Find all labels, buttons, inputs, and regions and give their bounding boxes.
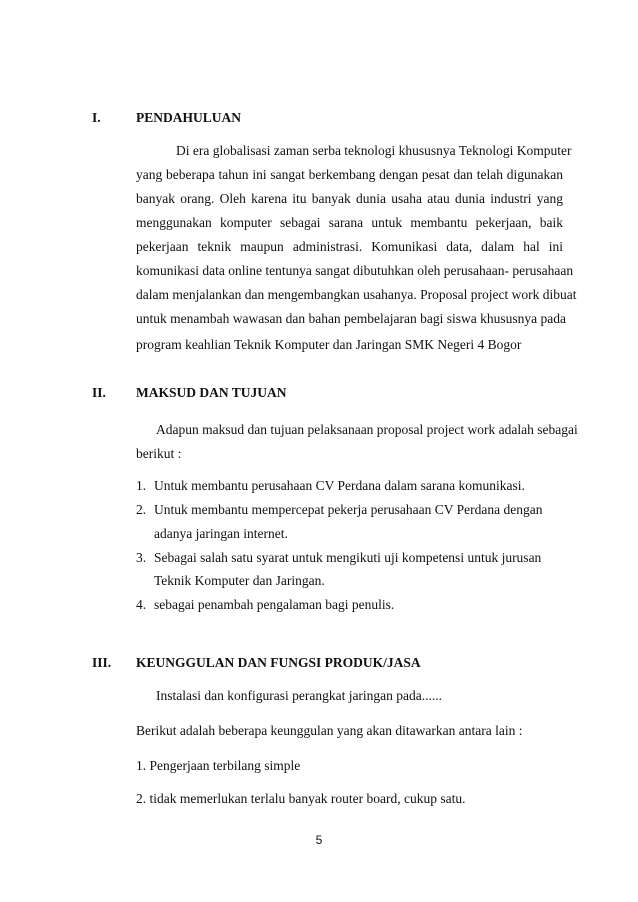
paragraph-line: Di era globalisasi zaman serba teknologi khususnya Teknologi Komputer [176,143,572,158]
list-item-text: Sebagai salah satu syarat untuk mengikuti uji kompetensi untuk jurusan [154,550,542,565]
list-item-number: 1. [136,478,147,493]
list-item-number: 3. [136,550,147,565]
list-item-number: 2. [136,502,147,517]
list-item-number: 4. [136,597,147,612]
paragraph-line: berikut : [136,446,182,461]
paragraph-line: menggunakan komputer sebagai sarana untuk membantu pekerjaan, baik [136,215,563,230]
paragraph-line: banyak orang. Oleh karena itu banyak dunia usaha atau dunia industri yang [136,191,563,206]
list-item-text: sebagai penambah pengalaman bagi penulis. [154,597,395,612]
section-number: I. [92,110,101,125]
section-title: PENDAHULUAN [136,110,242,125]
section-title: MAKSUD DAN TUJUAN [136,385,287,400]
paragraph-line: Adapun maksud dan tujuan pelaksanaan proposal project work adalah sebagai [156,422,578,437]
paragraph-line: pekerjaan teknik maupun administrasi. Komunikasi data, dalam hal ini [136,239,563,254]
paragraph-line: untuk menambah wawasan dan bahan pembelajaran bagi siswa khususnya pada [136,311,566,326]
paragraph-line: yang beberapa tahun ini sangat berkembang dengan pesat dan telah digunakan [136,167,563,182]
paragraph-line: Instalasi dan konfigurasi perangkat jaringan pada...... [156,688,443,703]
paragraph-line: Berikut adalah beberapa keunggulan yang akan ditawarkan antara lain : [136,723,523,738]
paragraph-line: komunikasi data online tentunya sangat dibutuhkan oleh perusahaan- perusahaan [136,263,574,278]
list-item-text: adanya jaringan internet. [154,526,288,541]
section-number: III. [92,655,112,670]
paragraph-line: program keahlian Teknik Komputer dan Jaringan SMK Negeri 4 Bogor [136,337,522,352]
list-item-text: Untuk membantu perusahaan CV Perdana dalam sarana komunikasi. [154,478,525,493]
paragraph-line: 1. Pengerjaan terbilang simple [136,758,301,773]
paragraph-line: dalam menjalankan dan mengembangkan usahanya. Proposal project work dibuat [136,287,577,302]
paragraph-line: 2. tidak memerlukan terlalu banyak router board, cukup satu. [136,791,466,806]
section-title: KEUNGGULAN DAN FUNGSI PRODUK/JASA [136,655,421,670]
list-item-text: Untuk membantu mempercepat pekerja perusahaan CV Perdana dengan [154,502,543,517]
list-item-text: Teknik Komputer dan Jaringan. [154,573,325,588]
section-number: II. [92,385,106,400]
page-number: 5 [315,833,323,847]
